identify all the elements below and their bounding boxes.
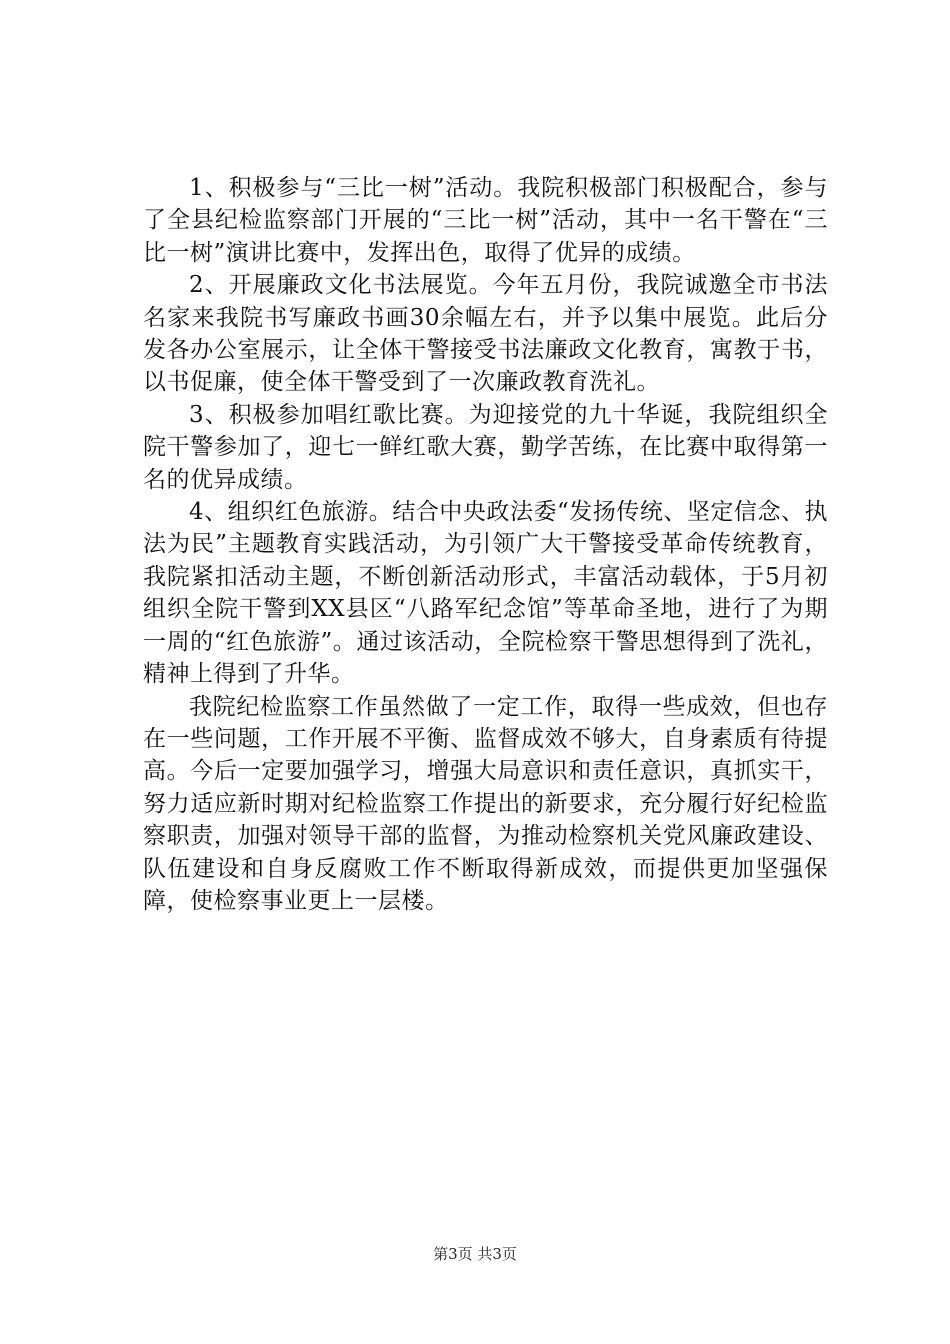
paragraph-item-2: 2、开展廉政文化书法展览。今年五月份，我院诚邀全市书法名家来我院书写廉政书画30余幅左右，并予以集中展览。此后分发各办公室展示，让全体干警接受书法廉政文化教育，寓教于书，以书促廉，使全体干警受到了一次廉政教育洗礼。 — [143, 272, 828, 396]
document-body — [143, 172, 828, 917]
paragraph-item-3: 3、积极参加唱红歌比赛。为迎接党的九十华诞，我院组织全院干警参加了，迎七一鲜红歌大赛，勤学苦练，在比赛中取得第一名的优异成绩。 — [143, 401, 828, 493]
paragraph-summary: 我院纪检监察工作虽然做了一定工作，取得一些成效，但也存在一些问题，工作开展不平衡、监督成效不够大，自身素质有待提高。今后一定要加强学习，增强大局意识和责任意识，真抓实干，努力适应新时期对纪检监察工作提出的新要求，充分履行好纪检监察职责，加强对领导干部的监督，为推动检察机关党风廉政建设、队伍建设和自身反腐败工作不断取得新成效，而提供更加坚强保障，使检察事业更上一层楼。 — [143, 693, 828, 914]
paragraph-item-1: 1、积极参与“三比一树”活动。我院积极部门积极配合，参与了全县纪检监察部门开展的“三比一树”活动，其中一名干警在“三比一树”演讲比赛中，发挥出色，取得了优异的成绩。 — [143, 175, 828, 266]
page-footer: 第3页 共3页 — [433, 1245, 517, 1263]
paragraph-item-4: 4、组织红色旅游。结合中央政法委“发扬传统、坚定信念、执法为民”主题教育实践活动，为引领广大干警接受革命传统教育，我院紧扣活动主题，不断创新活动形式，丰富活动载体，于5月初组织全院干警到XX县区“八路军纪念馆”等革命圣地，进行了为期一周的“红色旅游”。通过该活动，全院检察干警思想得到了洗礼，精神上得到了升华。 — [143, 499, 828, 688]
